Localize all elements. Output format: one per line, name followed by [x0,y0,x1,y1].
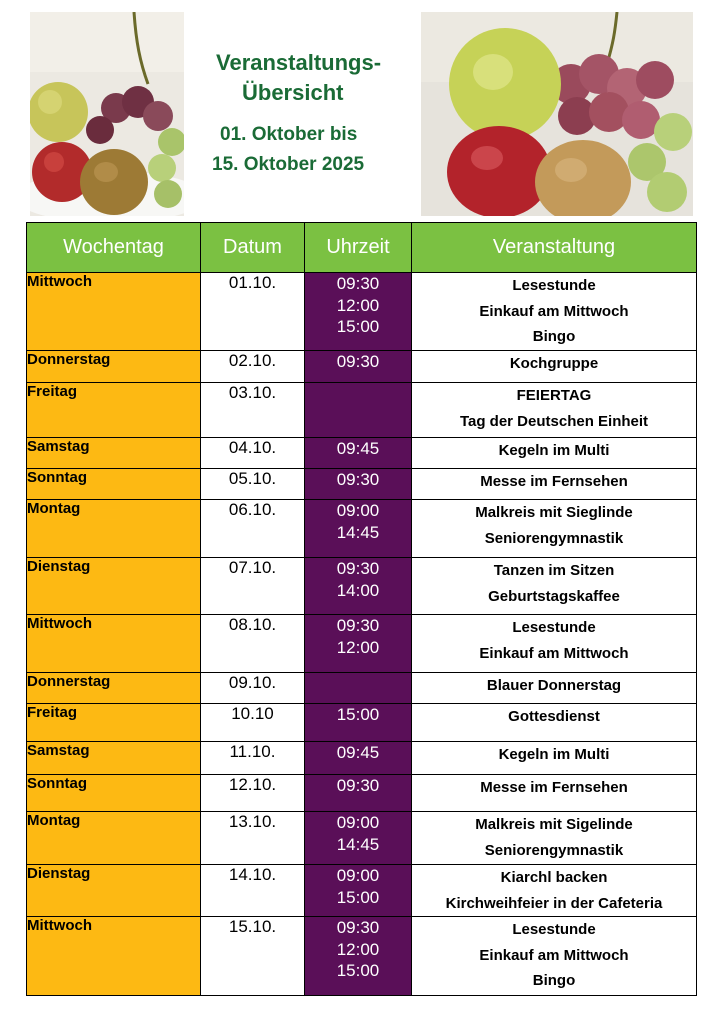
event-name: Seniorengymnastik [484,529,624,547]
table-row [27,615,697,673]
time-value: 15:00 [336,887,380,907]
weekday-cell: Donnerstag [27,673,201,704]
date-cell: 08.10. [201,615,305,673]
event-name: Messe im Fernsehen [480,473,628,490]
time-value: 09:30 [336,918,380,937]
table-row [27,673,697,704]
time-value: 09:30 [336,352,380,371]
weekday-cell: Dienstag [27,865,201,917]
title-line-2: Übersicht [242,80,344,105]
event-name: Malkreis mit Sigelinde [475,816,633,833]
table-row [27,273,697,351]
event-name: Tag der Deutschen Einheit [459,412,649,430]
time-cell [305,704,412,742]
table-row [27,500,697,558]
date-cell: 15.10. [201,917,305,996]
table-row [27,351,697,383]
time-cell [305,742,412,775]
schedule-table [26,222,697,996]
time-value: 09:30 [336,776,380,795]
event-name: Kiarchl backen [500,869,608,886]
event-name: Kegeln im Multi [498,442,610,459]
event-name: Gottesdienst [508,708,600,725]
event-cell [412,500,697,558]
time-cell [305,438,412,469]
table-row [27,812,697,865]
weekday-cell: Donnerstag [27,351,201,383]
time-value: 09:30 [336,274,380,293]
title-line-1: Veranstaltungs- [216,50,382,75]
date-cell: 13.10. [201,812,305,865]
time-value: 12:00 [336,939,380,959]
event-name: Bingo [532,328,576,345]
time-cell [305,469,412,500]
event-name: Einkauf am Mittwoch [479,946,629,964]
fruit-photo-left [30,12,184,216]
event-name: Lesestunde [512,619,596,636]
event-cell [412,383,697,438]
event-name: Einkauf am Mittwoch [479,644,629,662]
time-value: 14:45 [336,834,380,854]
event-name: Einkauf am Mittwoch [479,302,629,320]
date-cell: 14.10. [201,865,305,917]
date-cell: 10.10 [201,704,305,742]
time-value: 09:00 [336,813,380,832]
fruit-photo-right [421,12,693,216]
time-cell [305,865,412,917]
table-row [27,742,697,775]
event-name: Messe im Fernsehen [480,779,628,796]
date-cell: 05.10. [201,469,305,500]
event-cell [412,812,697,865]
event-cell [412,917,697,996]
weekday-cell: Sonntag [27,469,201,500]
weekday-cell: Samstag [27,742,201,775]
time-value: 09:30 [336,470,380,489]
event-name: Tanzen im Sitzen [493,562,615,579]
event-name: Lesestunde [512,921,596,938]
time-value: 15:00 [336,317,380,336]
event-cell [412,558,697,615]
date-cell: 04.10. [201,438,305,469]
time-value: 09:45 [336,743,380,762]
table-row [27,865,697,917]
event-name: Kegeln im Multi [498,746,610,763]
weekday-cell: Dienstag [27,558,201,615]
weekday-cell: Samstag [27,438,201,469]
time-value: 09:00 [336,501,380,520]
time-value: 14:00 [336,580,380,600]
table-row [27,383,697,438]
date-cell: 11.10. [201,742,305,775]
time-cell [305,917,412,996]
date-cell: 07.10. [201,558,305,615]
time-value: 09:30 [336,559,380,578]
event-name: Lesestunde [512,277,596,294]
event-cell [412,865,697,917]
time-cell [305,383,412,438]
weekday-cell: Freitag [27,704,201,742]
event-cell [412,469,697,500]
time-cell [305,812,412,865]
event-name: Kochgruppe [509,355,599,372]
time-value: 12:00 [336,637,380,657]
header-date: Datum [201,223,305,273]
time-value: 09:00 [336,866,380,885]
table-header-row [27,223,697,273]
event-cell [412,351,697,383]
weekday-cell: Mittwoch [27,917,201,996]
time-value: 15:00 [336,705,380,724]
time-cell [305,500,412,558]
event-name: FEIERTAG [516,387,592,404]
date-cell: 12.10. [201,775,305,812]
event-name: Seniorengymnastik [484,841,624,859]
time-value: 14:45 [336,522,380,542]
date-range-line-2: 15. Oktober 2025 [212,154,365,175]
table-row [27,704,697,742]
table-row [27,469,697,500]
time-value: 09:30 [336,616,380,635]
title-block [190,48,418,180]
table-row [27,438,697,469]
time-cell [305,673,412,704]
weekday-cell: Mittwoch [27,615,201,673]
time-cell [305,351,412,383]
header-time: Uhrzeit [305,223,412,273]
table-row [27,558,697,615]
time-cell [305,558,412,615]
date-cell: 02.10. [201,351,305,383]
weekday-cell: Montag [27,500,201,558]
event-cell [412,775,697,812]
date-cell: 03.10. [201,383,305,438]
time-value: 09:45 [336,439,380,458]
event-cell [412,615,697,673]
weekday-cell: Freitag [27,383,201,438]
event-cell [412,673,697,704]
table-row [27,917,697,996]
date-cell: 09.10. [201,673,305,704]
event-cell [412,704,697,742]
event-name: Geburtstagskaffee [488,587,620,605]
event-cell [412,273,697,351]
event-cell [412,438,697,469]
date-cell: 01.10. [201,273,305,351]
event-name: Kirchweihfeier in der Cafeteria [445,894,663,912]
weekday-cell: Montag [27,812,201,865]
event-name: Bingo [532,972,576,989]
table-row [27,775,697,812]
time-value: 12:00 [336,295,380,315]
time-cell [305,273,412,351]
date-cell: 06.10. [201,500,305,558]
header-event: Veranstaltung [412,223,697,273]
weekday-cell: Mittwoch [27,273,201,351]
time-value: 15:00 [336,961,380,980]
weekday-cell: Sonntag [27,775,201,812]
header-weekday: Wochentag [27,223,201,273]
event-name: Blauer Donnerstag [486,677,622,694]
date-range-line-1: 01. Oktober bis [220,124,358,145]
event-cell [412,742,697,775]
event-name: Malkreis mit Sieglinde [475,504,633,521]
time-cell [305,775,412,812]
time-cell [305,615,412,673]
